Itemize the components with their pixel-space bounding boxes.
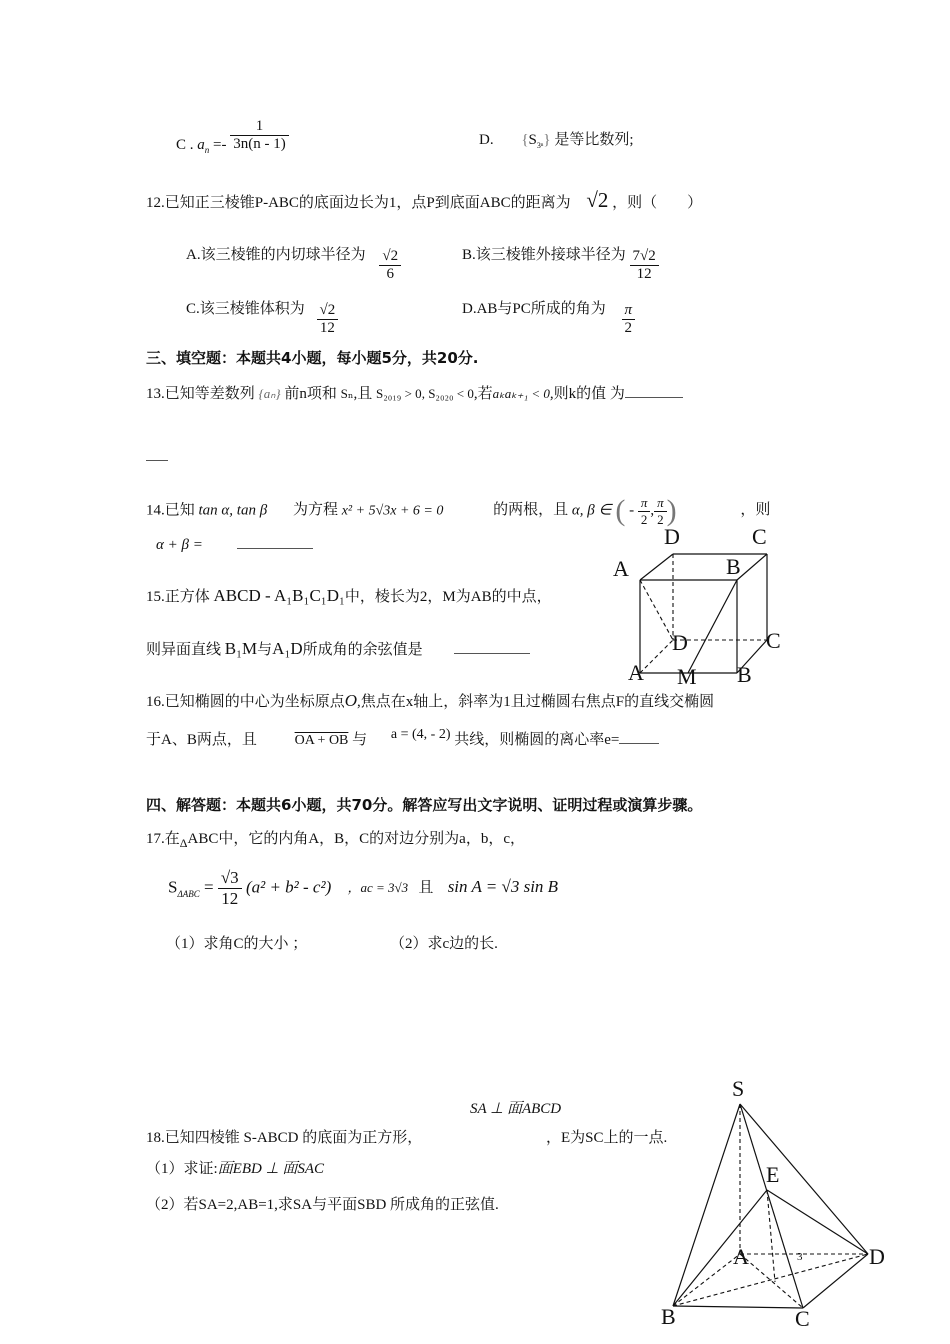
label-M: M bbox=[677, 664, 697, 688]
math-op: - bbox=[629, 502, 635, 519]
frac-num: 7√2 bbox=[630, 248, 659, 266]
option-label: D. bbox=[479, 132, 494, 148]
section-heading-fill-in: 三、填空题：本题共4小题，每小题5分，共20分. bbox=[146, 349, 479, 367]
q11-option-d: D. $\{S_{3^n}\}$ 是等比数列; bbox=[479, 132, 634, 150]
frac-num: π bbox=[622, 302, 636, 320]
label-mark: 3 bbox=[797, 1251, 803, 1263]
edge-SC bbox=[740, 1104, 803, 1308]
math-expr: (a² + b² - c²) bbox=[245, 877, 332, 897]
answer-blank bbox=[237, 534, 313, 549]
math-op: = bbox=[204, 877, 214, 897]
pyramid-diagram bbox=[655, 1070, 895, 1344]
label-B1: B bbox=[726, 554, 741, 579]
q16-line2 bbox=[146, 728, 659, 749]
answer-blank bbox=[454, 639, 530, 654]
triangle-symbol: Δ bbox=[179, 836, 188, 850]
math-vector: a = (4, - 2) bbox=[390, 727, 451, 742]
q17-part2: （2）求c边的长. bbox=[390, 936, 498, 952]
label-A1: A bbox=[613, 556, 629, 581]
math-value: √2 bbox=[586, 188, 609, 212]
stem-text: 与 bbox=[257, 642, 273, 658]
edge-AD bbox=[640, 640, 673, 673]
q12-option-b bbox=[462, 238, 659, 282]
frac-den: 12 bbox=[221, 889, 239, 908]
edge-SB bbox=[673, 1104, 740, 1306]
edge-SD bbox=[740, 1104, 868, 1254]
frac-num: π bbox=[638, 495, 651, 512]
frac-den: 12 bbox=[636, 266, 652, 282]
q11-option-c bbox=[176, 118, 289, 163]
q12-option-c bbox=[186, 292, 338, 336]
option-label: C . bbox=[176, 136, 198, 153]
edge-B1C1 bbox=[737, 554, 767, 580]
label-D1: D bbox=[664, 524, 680, 549]
q12-option-a bbox=[186, 238, 401, 282]
answer-blank bbox=[625, 383, 683, 398]
label-C: C bbox=[795, 1306, 810, 1331]
frac-den: 2 bbox=[640, 511, 648, 527]
math-sub: n bbox=[204, 144, 210, 155]
segment-A1D bbox=[640, 580, 673, 640]
label-D: D bbox=[672, 630, 688, 655]
q16-line1 bbox=[146, 690, 714, 711]
answer-blank-continued bbox=[146, 460, 168, 461]
segment-AC bbox=[740, 1254, 803, 1308]
math-line: B₁M bbox=[224, 639, 258, 658]
math-cond: S₂₀₁₉ > 0 bbox=[375, 386, 422, 401]
q17-part1: （1）求角C的大小 ； bbox=[166, 936, 308, 952]
math-var: S bbox=[528, 132, 537, 148]
frac-num: π bbox=[654, 495, 667, 512]
label-B: B bbox=[737, 662, 752, 687]
stem-text: 12.已知正三棱锥P-ABC的底面边长为1，点P到底面ABC的距离为 bbox=[146, 195, 571, 211]
segment-ED bbox=[767, 1190, 868, 1254]
segment-BD bbox=[673, 1254, 868, 1306]
stem-text: 13.已知等差数列 bbox=[146, 386, 255, 402]
stem-text: ，E为SC上的一点. bbox=[546, 1130, 668, 1146]
q13 bbox=[146, 382, 683, 403]
option-text: 是等比数列; bbox=[554, 132, 634, 148]
math-vector: OA + OB bbox=[294, 733, 349, 748]
math-solid: ABCD - A₁B₁C₁D₁ bbox=[213, 586, 345, 605]
fraction bbox=[379, 248, 401, 283]
stem-text: 与 bbox=[352, 732, 368, 748]
label-C1: C bbox=[752, 524, 767, 549]
q14-answer-line bbox=[156, 534, 313, 554]
frac-num: 1 bbox=[230, 118, 289, 136]
stem-text: 所成角的余弦值是 bbox=[302, 642, 423, 658]
label-B: B bbox=[661, 1304, 676, 1329]
option-text: A.该三棱锥的内切球半径为 bbox=[186, 246, 366, 263]
frac-den: 6 bbox=[386, 266, 394, 282]
stem-text: ,焦点在x轴上，斜率为1且过椭圆右焦点F的直线交椭圆 bbox=[357, 694, 715, 710]
fraction bbox=[630, 248, 659, 283]
stem-text: ,且 bbox=[353, 386, 373, 402]
math-var: a bbox=[197, 136, 205, 153]
frac-num: √2 bbox=[317, 302, 339, 320]
q15-line2 bbox=[146, 638, 530, 659]
segment-BE bbox=[673, 1190, 767, 1306]
math-var: O bbox=[344, 691, 358, 710]
stem-text: ，则 bbox=[740, 502, 771, 519]
q18-part2: （2）若SA=2,AB=1,求SA与平面SBD 所成角的正弦值. bbox=[146, 1197, 499, 1213]
fraction bbox=[218, 868, 242, 909]
frac-num: √2 bbox=[379, 248, 401, 266]
math-op: =- bbox=[213, 136, 227, 153]
fraction bbox=[230, 118, 289, 153]
q14: 14.已知 tan α, tan β 为方程 x² + 5√3x + 6 = 0 的两根，且 α, β ∈ ( - $\frac{\pi}{2}$ , $\frac{\pi}{2}$ ) ，则 bbox=[146, 494, 771, 527]
fraction bbox=[317, 302, 339, 337]
frac-den: 12 bbox=[319, 320, 335, 336]
q12-option-d bbox=[462, 292, 635, 336]
math-cond: ，ac = 3√3 bbox=[347, 880, 409, 896]
math-cond: , S₂₀₂₀ < 0 bbox=[421, 386, 474, 401]
stem-text: 于A、B两点，且 bbox=[146, 732, 257, 748]
stem-text: ABC中，它的内角A，B，C的对边分别为a，b，c， bbox=[187, 831, 525, 847]
math-cond: sin A = √3 sin B bbox=[447, 877, 559, 897]
stem-text: 且 bbox=[418, 880, 434, 897]
label-A: A bbox=[733, 1244, 749, 1269]
part-label: （1）求证: bbox=[146, 1161, 218, 1177]
stem-text: 则异面直线 bbox=[146, 642, 222, 658]
math-cond: α, β ∈ bbox=[571, 502, 612, 519]
stem-text: 的两根，且 bbox=[493, 502, 569, 519]
stem-text: 共线，则椭圆的离心率e= bbox=[454, 732, 620, 748]
frac-den: 2 bbox=[657, 511, 664, 527]
option-text: B.该三棱锥外接球半径为 bbox=[462, 246, 626, 263]
math-line: A₁D bbox=[272, 639, 303, 658]
q17-condition bbox=[168, 868, 558, 909]
q12-stem bbox=[146, 188, 702, 213]
math-statement: 面EBD ⊥ 面SAC bbox=[217, 1161, 325, 1177]
cube-diagram bbox=[600, 518, 820, 688]
stem-text: 14.已知 bbox=[146, 502, 195, 519]
q18-stem bbox=[146, 1126, 667, 1147]
math-var: Sₙ bbox=[340, 386, 354, 401]
math-seq: {aₙ} bbox=[258, 386, 281, 401]
q18-part1 bbox=[146, 1157, 324, 1178]
math-equation: x² + 5√3x + 6 = 0 bbox=[341, 503, 444, 519]
stem-text: 为方程 bbox=[292, 502, 338, 519]
stem-text: 16.已知椭圆的中心为坐标原点 bbox=[146, 694, 345, 710]
label-S: S bbox=[732, 1076, 745, 1101]
math-var: S bbox=[168, 877, 178, 897]
option-text: C.该三棱锥体积为 bbox=[186, 300, 305, 317]
math-sub: ΔABC bbox=[177, 888, 200, 899]
stem-text: ,若 bbox=[473, 386, 493, 402]
math-expr: α + β = bbox=[156, 537, 203, 553]
math-cond: aₖaₖ₊₁ < 0 bbox=[492, 386, 550, 401]
label-D: D bbox=[869, 1244, 885, 1269]
section-heading-solutions: 四、解答题：本题共6小题，共70分。解答应写出文字说明、证明过程或演算步骤。 bbox=[146, 796, 703, 814]
stem-text: 前n项和 bbox=[284, 386, 337, 402]
stem-text: 中，棱长为2，M为AB的中点， bbox=[344, 589, 552, 605]
frac-den: 3n(n - 1) bbox=[233, 136, 286, 152]
frac-num: √3 bbox=[218, 868, 242, 889]
stem-text: 18.已知四棱锥 S-ABCD 的底面为正方形， bbox=[146, 1130, 423, 1146]
math-sub: 3ⁿ bbox=[536, 141, 544, 150]
q18-condition bbox=[470, 1097, 561, 1118]
label-E: E bbox=[766, 1162, 780, 1187]
q15-line1 bbox=[146, 585, 552, 606]
edge-A1D1 bbox=[640, 554, 673, 580]
edge-BC bbox=[673, 1306, 803, 1308]
edge-AB bbox=[673, 1254, 740, 1306]
stem-text: ，则（ ） bbox=[612, 195, 703, 211]
stem-text: 15.正方体 bbox=[146, 589, 210, 605]
answer-blank bbox=[619, 729, 659, 744]
label-A: A bbox=[628, 660, 644, 685]
label-C: C bbox=[766, 628, 781, 653]
q17-stem bbox=[146, 827, 525, 851]
option-text: D.AB与PC所成的角为 bbox=[462, 300, 606, 317]
stem-text: 17.在 bbox=[146, 831, 180, 847]
math-expr: tan α, tan β bbox=[198, 502, 268, 519]
frac-den: 2 bbox=[624, 320, 633, 336]
segment-B1M bbox=[688, 580, 737, 673]
math-cond: SA ⊥ 面ABCD bbox=[470, 1101, 562, 1117]
stem-text: ,则k的值 为 bbox=[549, 386, 625, 402]
fraction bbox=[622, 302, 636, 337]
